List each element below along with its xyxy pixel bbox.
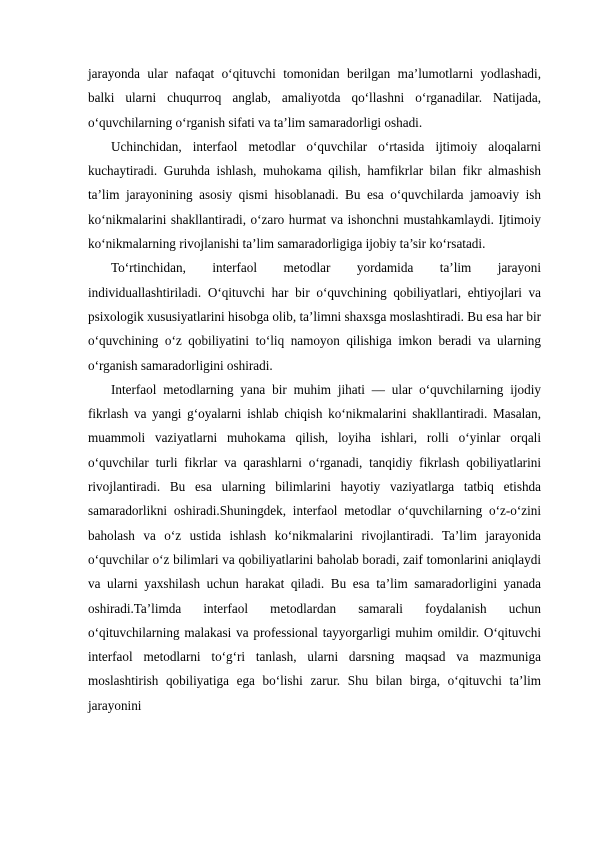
paragraph-continuation: jarayonda ular nafaqat o‘qituvchi tomonidan berilgan ma’lumotlarni yodlashadi, balki ularni chuqurroq anglab, amaliyotda qo‘llashni o‘rganadilar. Natijada, o‘quvchilarning o‘rganish sifati va ta’lim samaradorligi oshadi.	[88, 66, 541, 130]
paragraph-creative-thinking: Interfaol metodlarning yana bir muhim jihati — ular o‘quvchilarning ijodiy fikrlash va yangi g‘oyalarni ishlab chiqish ko‘nikmalarini shakllantiradi. Masalan, muammoli vaziyatlarni muhokama qilish, loyiha ishlari, rolli o‘yinlar orqali o‘quvchilar turli fikrlar va qarashlarni o‘rganadi, tanqidiy fikrlash qobiliyatlarini rivojlantiradi. Bu esa ularning bilimlarini hayotiy vaziyatlarga tatbiq etishda samaradorlikni oshiradi.Shuningdek, interfaol metodlar o‘quvchilarning o‘z-o‘zini baholash va o‘z ustida ishlash ko‘nikmalarini rivojlantiradi. Ta’lim jarayonida o‘quvchilar o‘z bilimlari va qobiliyatlarini baholab boradi, zaif tomonlarini aniqlaydi va ularni yaxshilash uchun harakat qiladi. Bu esa ta’lim samaradorligini yanada oshiradi.Ta’limda interfaol metodlardan samarali foydalanish uchun o‘qituvchilarning malakasi va professional tayyorgarligi muhim omildir. O‘qituvchi interfaol metodlarni to‘g‘ri tanlash, ularni darsning maqsad va mazmuniga moslashtirish qobiliyatiga ega bo‘lishi zarur. Shu bilan birga, o‘qituvchi ta’lim jarayonini	[88, 381, 541, 713]
paragraph-individualization: To‘rtinchidan, interfaol metodlar yordamida ta’lim jarayoni individuallashtiriladi. O‘qituvchi har bir o‘quvchining qobiliyatlari, ehtiyojlari va psixologik xususiyatlarini hisobga olib, ta’limni shaxsga moslashtiradi. Bu esa har bir o‘quvchining o‘z qobiliyatini to‘liq namoyon qilishiga imkon beradi va ularning o‘rganish samaradorligini oshiradi.	[88, 260, 541, 373]
paragraph-social-skills: Uchinchidan, interfaol metodlar o‘quvchilar o‘rtasida ijtimoiy aloqalarni kuchaytiradi. Guruhda ishlash, muhokama qilish, hamfikrlar bilan fikr almashish ta’lim jarayonining asosiy qismi hisoblanadi. Bu esa o‘quvchilarda jamoaviy ish ko‘nikmalarini shakllantiradi, o‘zaro hurmat va ishonchni mustahkamlaydi. Ijtimoiy ko‘nikmalarning rivojlanishi ta’lim samaradorligiga ijobiy ta’sir ko‘rsatadi.	[88, 138, 541, 252]
document-page	[88, 62, 541, 718]
